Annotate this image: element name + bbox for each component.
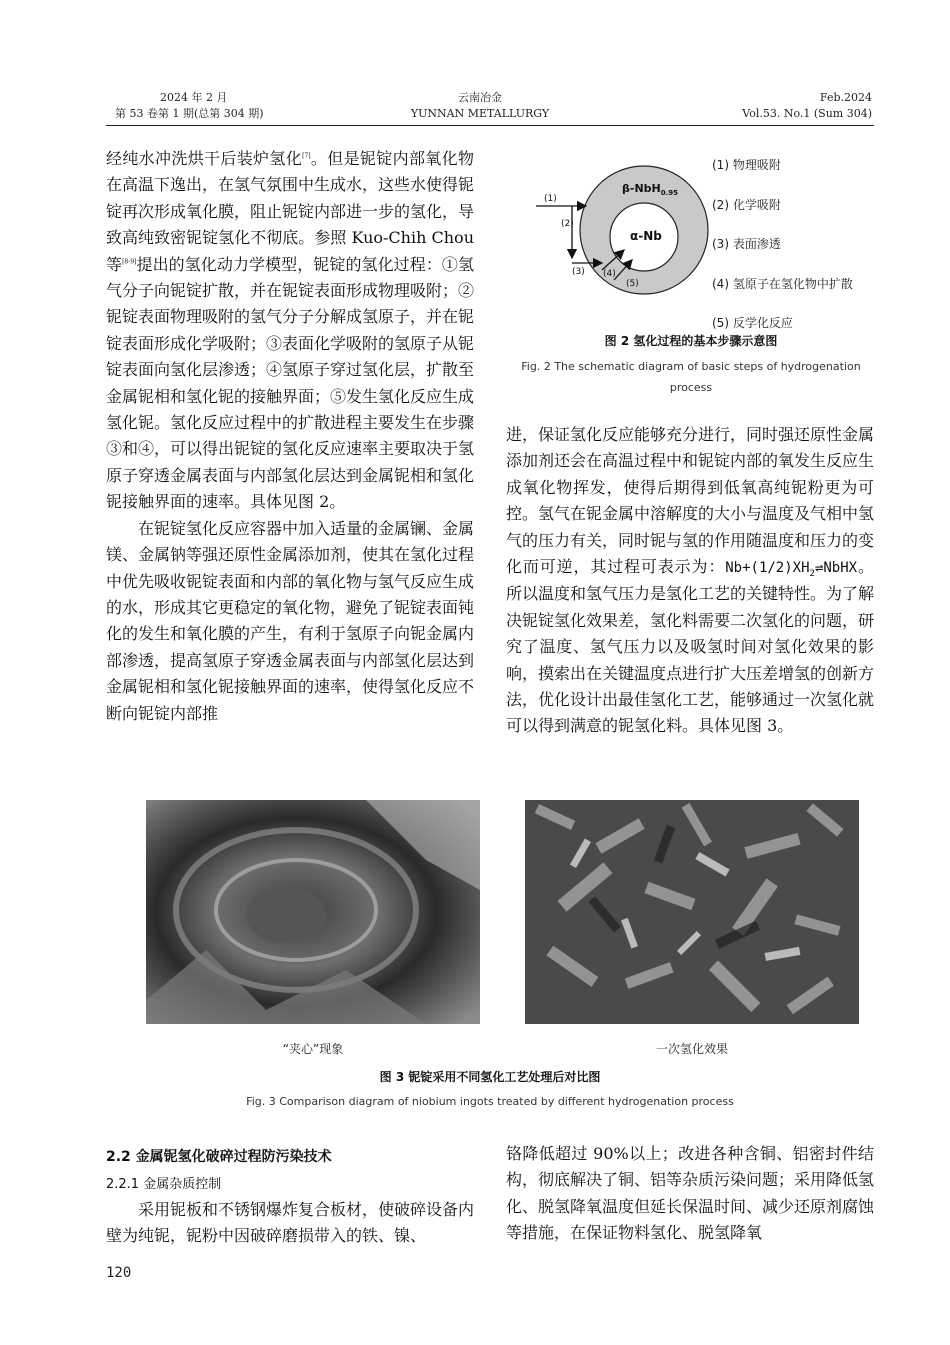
left-paragraph-2: 在铌锭氢化反应容器中加入适量的金属镧、金属镁、金属钠等强还原性金属添加剂，使其在氢化过程中优先吸收铌锭表面和内部的氧化物与氢气反应生成的水，形成其它更稳定的氧化物，避免了铌锭表面钝化的发生和氧化膜的产生，有利于氢原子向铌金属内部渗透，提高氢原子穿透金属表面与内部氢化层达到金属铌相和氢化铌接触界面的速率，使得氢化反应不断向铌锭内部推 <box>106 518 475 723</box>
figure-3-caption-cn: 图 3 铌锭采用不同氢化工艺处理后对比图 <box>379 1070 601 1084</box>
subsection-heading-2-2-1: 2.2.1 金属杂质控制 <box>106 1177 222 1192</box>
arrow-label-1: (1) <box>544 194 557 204</box>
left-paragraph-1 <box>106 146 474 516</box>
header-journal-cn: 云南冶金 <box>458 91 502 104</box>
caption-line: process <box>669 381 713 394</box>
section-heading-2-2: 2.2 金属铌氢化破碎过程防污染技术 <box>106 1149 332 1165</box>
paragraph: 铬降低超过 90%以上；改进各种含铜、铝密封件结构，彻底解决了铜、铝等杂质污染问题；采用降低氢化、脱氢降氧温度但延长保温时间、减少还原剂腐蚀等措施，在保证物料氢化、脱氢降氧 <box>506 1144 875 1243</box>
step-item: (2) 化学吸附 <box>712 197 781 212</box>
figure-3-right-label: 一次氢化效果 <box>655 1042 728 1056</box>
outer-label: β-NbH$_{0.95}$ <box>622 182 679 197</box>
figure-2-diagram <box>506 140 716 330</box>
step-item: (1) 物理吸附 <box>712 158 781 172</box>
text-span: 进，保证氢化反应能够充分进行，同时强还原性金属添加剂还会在高温过程中和铌锭内部的氧发生反应生成氧化物挥发，使得后期得到低氧高纯铌粉更为可控。氢气在铌金属中溶解度的大小与温度及气相中氢气的压力有关，同时铌与氢的作用随温度和压力的变化而可逆，其过程可表示为： <box>506 425 875 577</box>
header-volume-en: Vol.53. No.1 (Sum 304) <box>742 107 872 120</box>
step-item: (5) 反学化反应 <box>712 316 793 330</box>
header-right <box>660 90 872 122</box>
section-left-paragraph <box>106 1197 474 1250</box>
header-left <box>115 90 315 122</box>
header-journal-en: YUNNAN METALLURGY <box>410 107 550 120</box>
step-item: (4) 氢原子在氢化物中扩散 <box>712 276 853 291</box>
figure-2-caption-cn: 图 2 氢化过程的基本步骤示意图 <box>604 334 778 348</box>
figure-2-caption-en <box>506 356 876 398</box>
citation-8-9: [8-9] <box>122 258 137 266</box>
photo-single-hydrogenation <box>525 800 859 1024</box>
section-right-paragraph <box>506 1141 874 1247</box>
arrow-label-4: (4) <box>603 269 616 279</box>
header-rule <box>106 125 874 126</box>
text-span: 经纯水冲洗烘干后装炉氢化 <box>106 149 303 168</box>
header-center <box>380 90 580 122</box>
right-column <box>506 422 874 740</box>
step-item: (3) 表面渗透 <box>712 237 781 251</box>
inner-label: α-Nb <box>630 229 662 243</box>
page-number: 120 <box>106 1265 132 1281</box>
header-date-cn: 2024 年 2 月 <box>160 91 228 104</box>
figure-3-caption-en: Fig. 3 Comparison diagram of niobium ingots treated by different hydrogenation process <box>246 1095 734 1108</box>
figure-2-step-list <box>712 146 882 344</box>
caption-line: Fig. 2 The schematic diagram of basic steps of hydrogenation <box>521 360 861 373</box>
left-column <box>106 146 474 727</box>
text-span: 。但是铌锭内部氧化物在高温下逸出，在氢气氛围中生成水，这些水使得铌锭再次形成氧化膜，阻止铌锭内部进一步的氢化，导致高纯致密铌锭氢化不彻底。参照 Kuo-Chih Chou 等 <box>106 149 475 274</box>
arrow-label-5: (5) <box>626 279 639 289</box>
header-volume-cn: 第 53 卷第 1 期(总第 304 期) <box>115 107 264 120</box>
paragraph: 采用铌板和不锈钢爆炸复合板材，使破碎设备内壁为纯铌，铌粉中因破碎磨损带入的铁、镍、 <box>106 1200 475 1246</box>
photo-sandwich-phenomenon <box>146 800 480 1024</box>
text-span: 提出的氢化动力学模型，铌锭的氢化过程：①氢气分子向铌锭扩散，并在铌锭表面形成物理吸附；②铌锭表面物理吸附的氢气分子分解成氢原子，并在铌锭表面形成化学吸附；③表面化学吸附的氢原子从铌锭表面向氢化层渗透；④氢原子穿过氢化层，扩散至金属铌相和氢化铌的接触界面；⑤发生氢化反应生成氢化铌。氢化反应过程中的扩散进程主要发生在步骤③和④，可以得出铌锭的氢化反应速率主要取决于氢原子穿透金属表面与内部氢化层达到金属铌相和氢化铌接触界面的速率。具体见图 2。 <box>106 254 475 512</box>
header-date-en: Feb.2024 <box>819 91 872 104</box>
text-span: 。所以温度和氢气压力是氢化工艺的关键特性。为了解决铌锭氢化效果差，氢化料需要二次氢化的问题，研究了温度、氢气压力以及吸氢时间对氢化效果的影响，摸索出在关键温度点进行扩大压差增氢的创新方法，优化设计出最佳氢化工艺，能够通过一次氢化就可以得到满意的铌氢化料。具体见图 3。 <box>506 557 875 736</box>
right-paragraph-1 <box>506 422 874 740</box>
arrow-label-3: (3) <box>572 267 585 277</box>
arrow-label-2: (2) <box>561 219 574 229</box>
figure-3-left-label: “夹心”现象 <box>282 1042 344 1056</box>
formula: $Nb+(1/2)XH_2\rightleftharpoons NbHX$ <box>725 560 858 579</box>
citation-7: [7] <box>302 152 311 160</box>
